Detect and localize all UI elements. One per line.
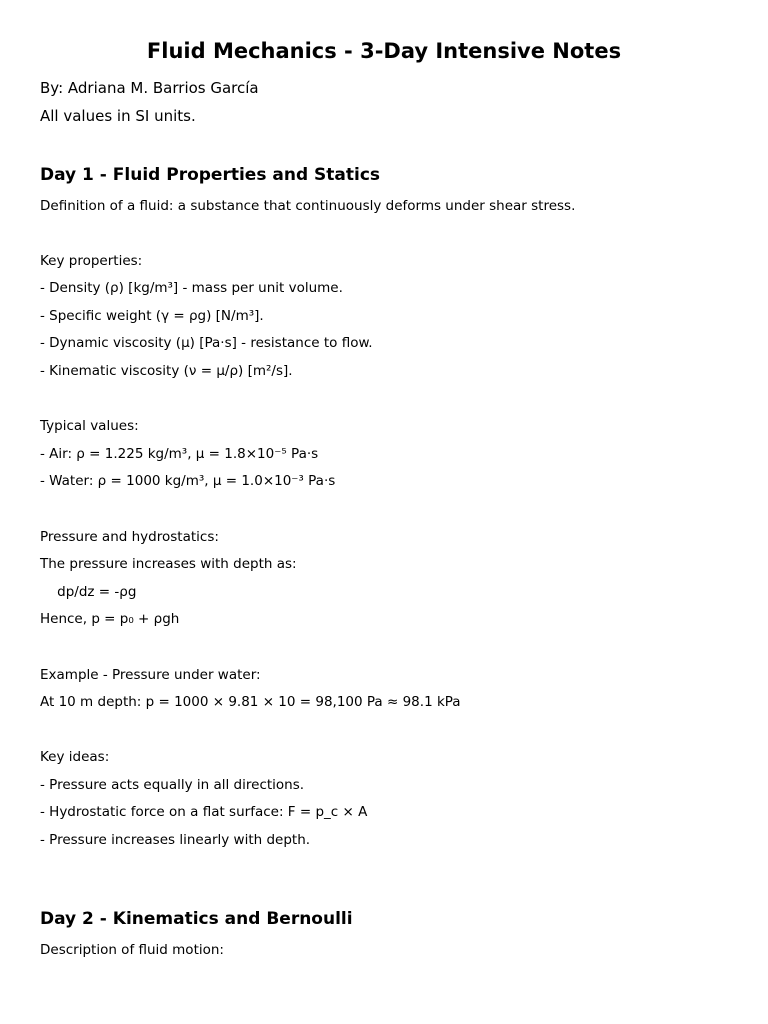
list-item: - Pressure acts equally in all directions.: [40, 777, 305, 793]
key-properties-label: Key properties:: [40, 253, 143, 269]
author-line: By: Adriana M. Barrios García: [40, 79, 259, 97]
list-item: - Specific weight (γ = ρg) [N/m³].: [40, 308, 264, 324]
list-item: - Dynamic viscosity (μ) [Pa·s] - resistance to flow.: [40, 335, 373, 351]
hydrostatics-intro: The pressure increases with depth as:: [40, 556, 297, 572]
list-item: - Pressure increases linearly with depth.: [40, 832, 311, 848]
typical-values-label: Typical values:: [40, 418, 139, 434]
list-item: - Water: ρ = 1000 kg/m³, μ = 1.0×10⁻³ Pa·s: [40, 473, 336, 489]
hydrostatics-label: Pressure and hydrostatics:: [40, 529, 219, 545]
example-label: Example - Pressure under water:: [40, 667, 261, 683]
list-item: - Density (ρ) [kg/m³] - mass per unit volume.: [40, 280, 343, 296]
fluid-definition: Definition of a fluid: a substance that continuously deforms under shear stress.: [40, 198, 576, 214]
units-note: All values in SI units.: [40, 107, 196, 125]
list-item: - Kinematic viscosity (ν = μ/ρ) [m²/s].: [40, 363, 293, 379]
list-item: - Hydrostatic force on a flat surface: F = p_c × A: [40, 804, 368, 820]
key-ideas-label: Key ideas:: [40, 749, 110, 765]
example-text: At 10 m depth: p = 1000 × 9.81 × 10 = 98,100 Pa ≈ 98.1 kPa: [40, 694, 461, 710]
hydrostatic-equation: dp/dz = -ρg: [40, 584, 137, 600]
list-item: - Air: ρ = 1.225 kg/m³, μ = 1.8×10⁻⁵ Pa·s: [40, 446, 319, 462]
day2-intro: Description of fluid motion:: [40, 942, 224, 958]
day1-heading: Day 1 - Fluid Properties and Statics: [40, 165, 381, 185]
document-title: Fluid Mechanics - 3-Day Intensive Notes: [146, 39, 622, 63]
hydrostatic-result: Hence, p = p₀ + ρgh: [40, 611, 180, 627]
day2-heading: Day 2 - Kinematics and Bernoulli: [40, 909, 353, 929]
